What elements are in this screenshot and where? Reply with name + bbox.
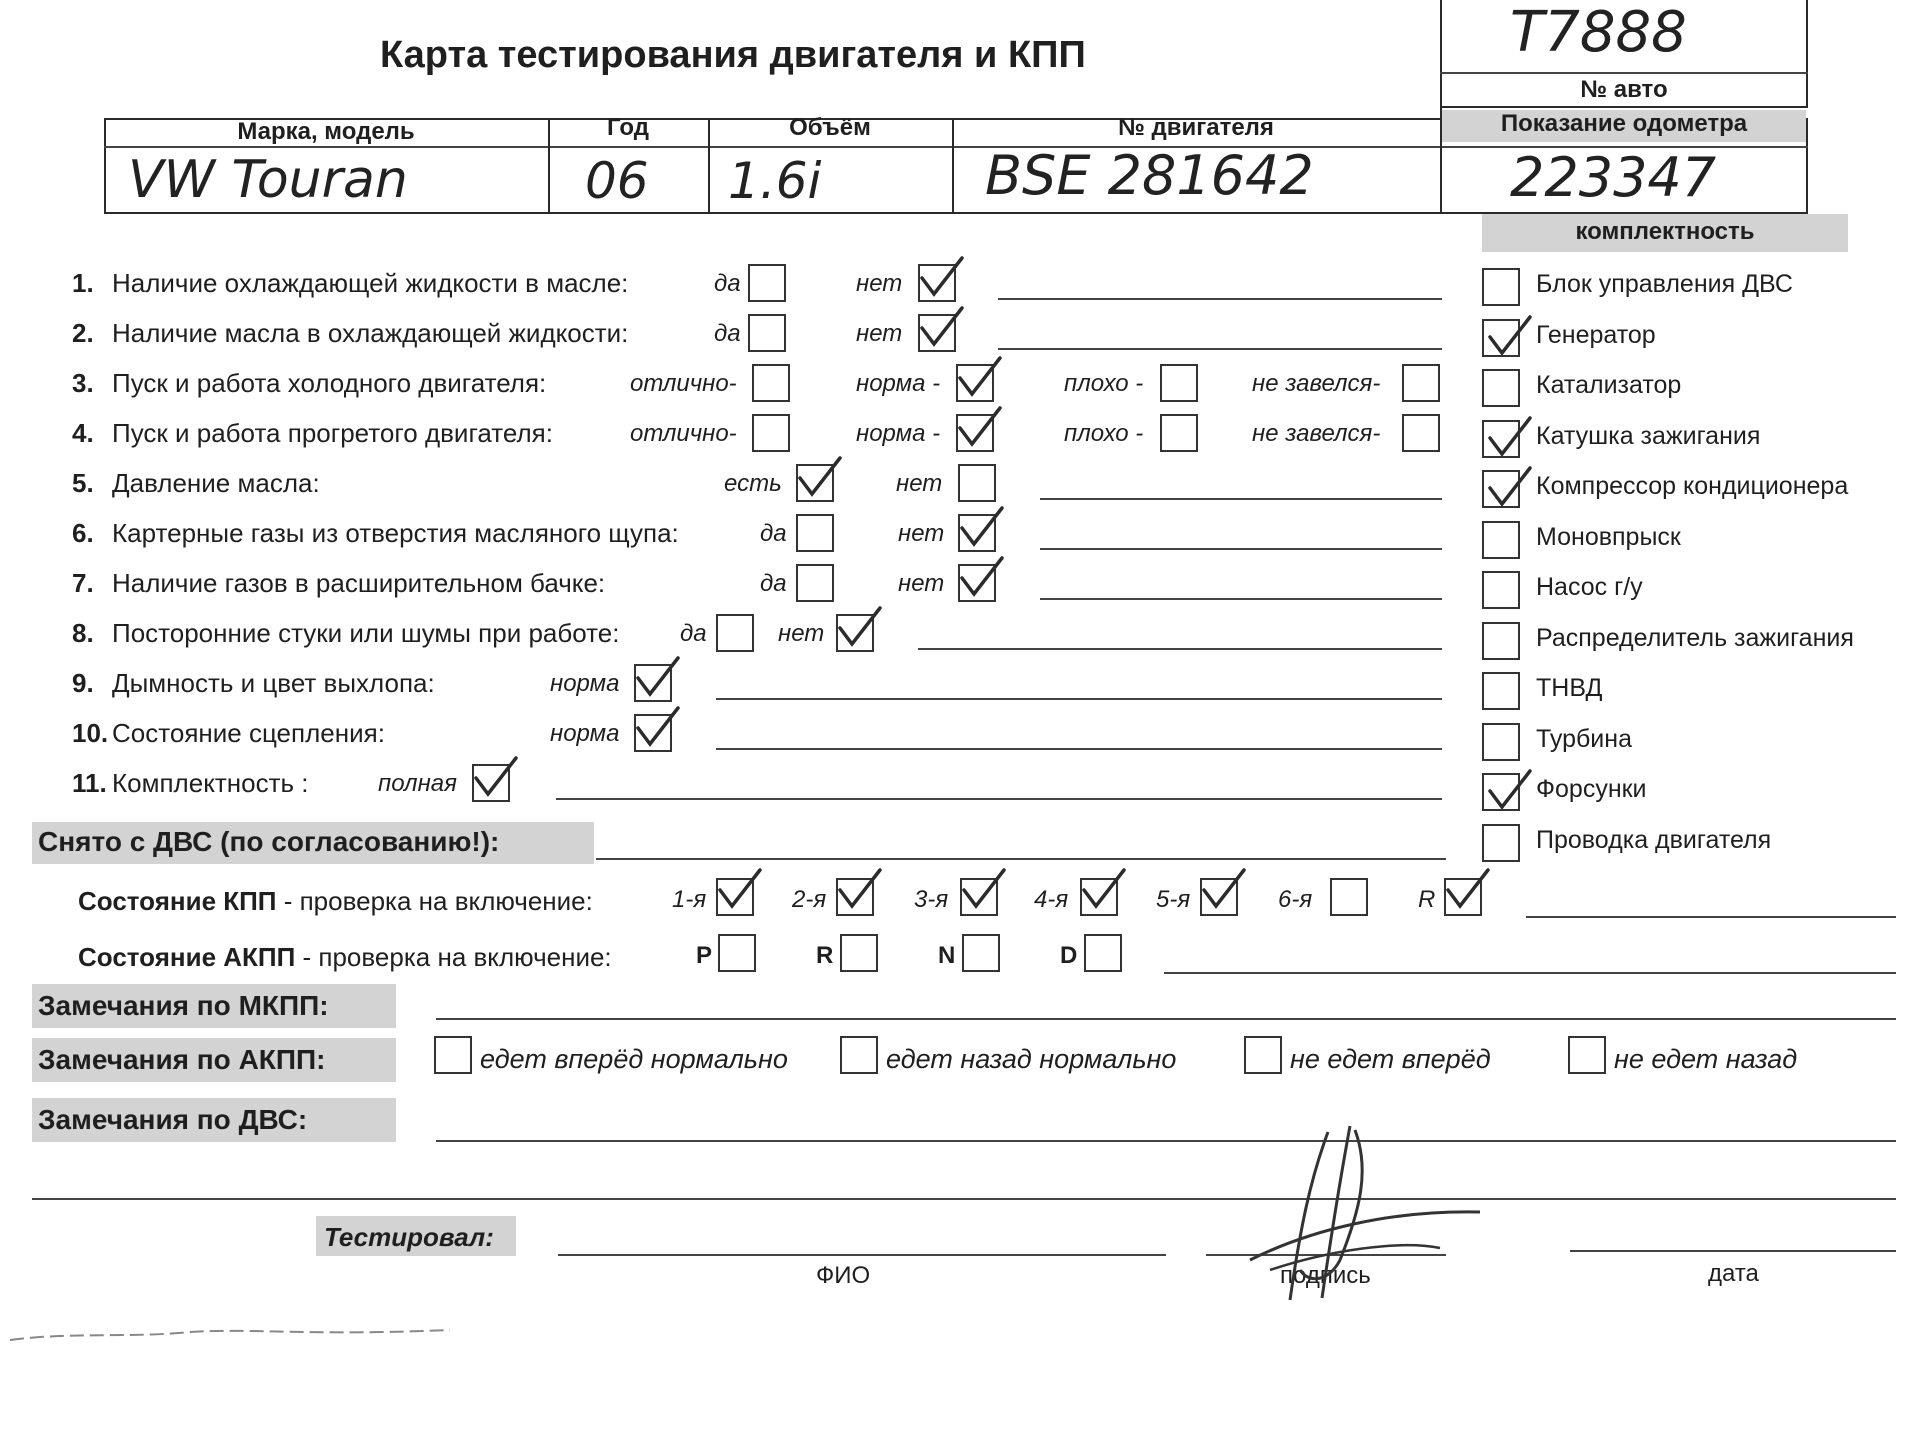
completeness-item-label: Блок управления ДВС	[1536, 270, 1793, 298]
remark-checkbox[interactable]	[434, 1036, 472, 1074]
remark-option-label: едет вперёд нормально	[480, 1044, 788, 1074]
remark-option-label: не едет вперёд	[1290, 1044, 1491, 1074]
check-mark-icon	[956, 504, 1006, 550]
option-label: нет	[898, 570, 945, 597]
signature-scribble	[1240, 1120, 1500, 1310]
signature-caption: подпись	[1280, 1262, 1371, 1289]
question-text: Наличие масла в охлаждающей жидкости:	[112, 318, 629, 348]
option-label: полная	[378, 770, 457, 797]
value-volume: 1.6i	[728, 152, 822, 210]
option-label: плохо -	[1064, 370, 1144, 397]
removed-line	[596, 858, 1446, 860]
question-number: 9.	[72, 668, 94, 698]
gear-checkbox[interactable]	[840, 934, 878, 972]
option-label: да	[760, 570, 787, 597]
car-number-label: № авто	[1580, 76, 1668, 103]
header-engine-number: № двигателя	[1118, 114, 1274, 141]
question-number: 11.	[72, 768, 107, 798]
question-number: 7.	[72, 568, 94, 598]
fio-line	[558, 1254, 1166, 1256]
question-number: 2.	[72, 318, 94, 348]
completeness-item-label: Генератор	[1536, 320, 1656, 349]
answer-line	[556, 798, 1442, 800]
gear-label: R	[1418, 886, 1436, 913]
option-label: нет	[898, 520, 945, 547]
fio-caption: ФИО	[816, 1262, 871, 1289]
header-make-model: Марка, модель	[237, 118, 415, 145]
remarks-mkpp-label: Замечания по МКПП:	[38, 990, 329, 1021]
answer-line	[716, 698, 1442, 700]
completeness-checkbox[interactable]	[1482, 824, 1520, 862]
page-title: Карта тестирования двигателя и КПП	[380, 34, 1086, 76]
question-number: 3.	[72, 368, 94, 398]
question-text: Наличие газов в расширительном бачке:	[112, 568, 606, 598]
remarks-extra-line	[32, 1198, 1896, 1200]
completeness-item-label: Турбина	[1536, 724, 1632, 753]
option-label: не завелся-	[1252, 420, 1381, 447]
check-mark-icon	[834, 604, 884, 650]
completeness-item-label: Насос г/у	[1536, 573, 1643, 601]
option-label: да	[760, 520, 787, 547]
check-mark-icon	[632, 654, 682, 700]
remark-option-label: едет назад нормально	[886, 1044, 1177, 1074]
kpp-label-bold: Состояние КПП	[78, 886, 277, 916]
completeness-item-label: Компрессор кондиционера	[1536, 472, 1849, 500]
completeness-checkbox[interactable]	[1482, 268, 1520, 306]
header-volume: Объём	[789, 114, 871, 141]
header-year: Год	[607, 114, 649, 141]
completeness-item-label: Катализатор	[1536, 371, 1682, 399]
check-mark-icon	[794, 454, 844, 500]
value-engine-number: BSE 281642	[985, 144, 1314, 207]
option-checkbox[interactable]	[1160, 364, 1198, 402]
car-number-value: T7888	[1510, 0, 1687, 65]
gear-label: N	[938, 942, 956, 969]
check-mark-icon	[470, 754, 520, 800]
completeness-header: комплектность	[1575, 218, 1755, 245]
option-label: нет	[778, 620, 825, 647]
check-mark-icon	[958, 866, 1008, 912]
option-checkbox[interactable]	[1402, 364, 1440, 402]
check-mark-icon	[1484, 414, 1534, 460]
kpp-label	[78, 886, 593, 917]
check-mark-icon	[1442, 866, 1492, 912]
remark-checkbox[interactable]	[1244, 1036, 1282, 1074]
option-label: норма -	[856, 370, 941, 397]
check-mark-icon	[834, 866, 884, 912]
answer-line	[1040, 498, 1442, 500]
completeness-checkbox[interactable]	[1482, 622, 1520, 660]
header-odometer: Показание одометра	[1500, 110, 1748, 137]
completeness-checkbox[interactable]	[1482, 672, 1520, 710]
akpp-label-rest: - проверка на включение:	[295, 942, 612, 972]
option-checkbox[interactable]	[716, 614, 754, 652]
completeness-item-label: Проводка двигателя	[1536, 825, 1772, 854]
check-mark-icon	[1484, 464, 1534, 510]
question-number: 8.	[72, 618, 94, 648]
remark-checkbox[interactable]	[840, 1036, 878, 1074]
gear-label: 4-я	[1034, 886, 1069, 913]
removed-label: Снято с ДВС (по согласованию!):	[38, 826, 500, 857]
question-text: Посторонние стуки или шумы при работе:	[112, 618, 620, 648]
gear-label: 3-я	[914, 886, 949, 913]
completeness-item-label: Катушка зажигания	[1536, 421, 1761, 450]
remark-option-label: не едет назад	[1614, 1044, 1798, 1074]
question-text: Картерные газы из отверстия масляного щупа:	[112, 518, 679, 548]
remarks-mkpp-line	[436, 1018, 1896, 1020]
check-mark-icon	[954, 354, 1004, 400]
car-number-divider	[1440, 72, 1808, 74]
option-label: да	[714, 320, 741, 347]
completeness-checkbox[interactable]	[1482, 369, 1520, 407]
option-label: отлично-	[630, 420, 737, 447]
value-odometer: 223347	[1510, 146, 1717, 209]
remark-checkbox[interactable]	[1568, 1036, 1606, 1074]
question-number: 4.	[72, 418, 94, 448]
question-text: Давление масла:	[112, 468, 320, 498]
check-mark-icon	[1484, 767, 1534, 813]
option-label: да	[714, 270, 741, 297]
remarks-dvs-label: Замечания по ДВС:	[38, 1104, 308, 1135]
answer-line	[716, 748, 1442, 750]
date-line	[1570, 1250, 1896, 1252]
gear-checkbox[interactable]	[718, 934, 756, 972]
gear-label: R	[816, 942, 834, 969]
completeness-item-label: Моновпрыск	[1536, 522, 1681, 551]
option-checkbox[interactable]	[1160, 414, 1198, 452]
scan-artifact	[10, 1320, 450, 1350]
gear-checkbox[interactable]	[1084, 934, 1122, 972]
option-label: плохо -	[1064, 420, 1144, 447]
completeness-item-label: ТНВД	[1536, 674, 1603, 702]
question-number: 10.	[72, 718, 109, 748]
question-text: Пуск и работа прогретого двигателя:	[112, 418, 553, 448]
gear-label: P	[696, 942, 713, 969]
gear-checkbox[interactable]	[1330, 878, 1368, 916]
gear-label: 5-я	[1156, 886, 1191, 913]
option-label: да	[680, 620, 707, 647]
value-make-model: VW Touran	[128, 150, 408, 210]
option-label: не завелся-	[1252, 370, 1381, 397]
answer-line	[1040, 548, 1442, 550]
option-checkbox[interactable]	[748, 264, 786, 302]
question-text: Наличие охлаждающей жидкости в масле:	[112, 268, 629, 298]
kpp-line	[1526, 916, 1896, 918]
kpp-label-rest: - проверка на включение:	[276, 886, 593, 916]
question-number: 5.	[72, 468, 94, 498]
check-mark-icon	[1078, 866, 1128, 912]
option-label: нет	[856, 270, 903, 297]
option-label: отлично-	[630, 370, 737, 397]
tested-by-label: Тестировал:	[324, 1222, 494, 1252]
option-label: нет	[856, 320, 903, 347]
option-label: нет	[896, 470, 943, 497]
answer-line	[998, 348, 1442, 350]
option-label: норма -	[856, 420, 941, 447]
option-checkbox[interactable]	[752, 414, 790, 452]
option-label: норма	[550, 720, 620, 747]
question-text: Комплектность :	[112, 768, 309, 798]
check-mark-icon	[714, 866, 764, 912]
option-checkbox[interactable]	[748, 314, 786, 352]
check-mark-icon	[1198, 866, 1248, 912]
check-mark-icon	[954, 404, 1004, 450]
completeness-checkbox[interactable]	[1482, 723, 1520, 761]
remarks-dvs-line	[436, 1140, 1896, 1142]
option-checkbox[interactable]	[1402, 414, 1440, 452]
gear-label: 1-я	[672, 886, 707, 913]
check-mark-icon	[916, 254, 966, 300]
completeness-item-label: Форсунки	[1536, 775, 1647, 803]
question-number: 1.	[72, 268, 94, 298]
question-text: Состояние сцепления:	[112, 718, 385, 748]
option-checkbox[interactable]	[796, 564, 834, 602]
akpp-label-bold: Состояние АКПП	[78, 942, 296, 972]
question-text: Пуск и работа холодного двигателя:	[112, 368, 547, 398]
question-number: 6.	[72, 518, 94, 548]
question-text: Дымность и цвет выхлопа:	[112, 668, 435, 698]
option-checkbox[interactable]	[752, 364, 790, 402]
gear-label: D	[1060, 942, 1078, 969]
check-mark-icon	[956, 554, 1006, 600]
option-label: норма	[550, 670, 620, 697]
gear-label: 6-я	[1278, 886, 1313, 913]
completeness-checkbox[interactable]	[1482, 521, 1520, 559]
value-year: 06	[585, 152, 649, 210]
check-mark-icon	[916, 304, 966, 350]
option-checkbox[interactable]	[796, 514, 834, 552]
date-caption: дата	[1708, 1260, 1759, 1287]
akpp-line	[1164, 972, 1896, 974]
remarks-akpp-label: Замечания по АКПП:	[38, 1044, 326, 1075]
check-mark-icon	[632, 704, 682, 750]
check-mark-icon	[1484, 313, 1534, 359]
answer-line	[1040, 598, 1442, 600]
completeness-checkbox[interactable]	[1482, 571, 1520, 609]
option-checkbox[interactable]	[958, 464, 996, 502]
answer-line	[998, 298, 1442, 300]
completeness-item-label: Распределитель зажигания	[1536, 623, 1854, 652]
akpp-label	[78, 942, 612, 973]
option-label: есть	[724, 470, 782, 497]
answer-line	[918, 648, 1442, 650]
gear-label: 2-я	[792, 886, 827, 913]
gear-checkbox[interactable]	[962, 934, 1000, 972]
